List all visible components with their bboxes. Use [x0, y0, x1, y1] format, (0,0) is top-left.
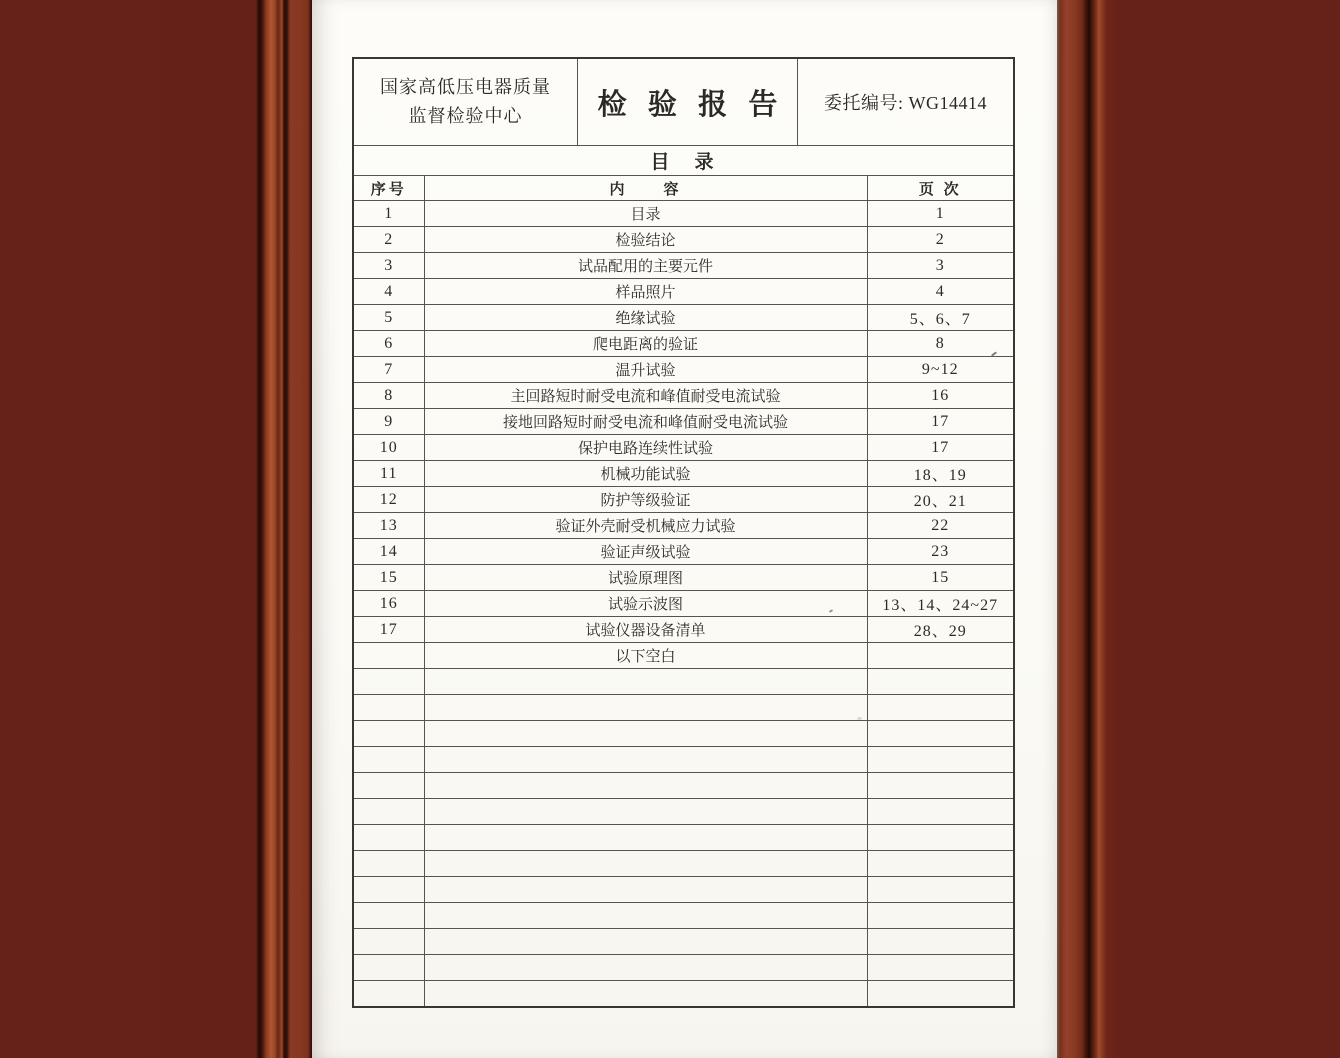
cell-no	[354, 825, 424, 851]
cell-no	[354, 721, 424, 747]
cell-content: 试验仪器设备清单	[424, 617, 867, 643]
table-row	[354, 825, 1013, 851]
table-row	[354, 799, 1013, 825]
cell-no: 13	[354, 513, 424, 539]
cell-content: 验证声级试验	[424, 539, 867, 565]
table-row	[354, 383, 1013, 409]
cell-content	[424, 773, 867, 799]
table-row	[354, 513, 1013, 539]
cell-page: 28、29	[867, 617, 1013, 643]
table-row	[354, 877, 1013, 903]
cell-page: 20、21	[867, 487, 1013, 513]
org-name-line1: 国家高低压电器质量	[380, 77, 551, 97]
cell-page	[867, 643, 1013, 669]
cell-no: 11	[354, 461, 424, 487]
report-header-row	[354, 59, 1013, 146]
table-row	[354, 591, 1013, 617]
table-row	[354, 227, 1013, 253]
cell-content: 绝缘试验	[424, 305, 867, 331]
cell-no: 7	[354, 357, 424, 383]
cell-page	[867, 799, 1013, 825]
table-row	[354, 279, 1013, 305]
cell-page: 13、14、24~27	[867, 591, 1013, 617]
table-row	[354, 643, 1013, 669]
table-row	[354, 305, 1013, 331]
cell-content	[424, 903, 867, 929]
cell-content: 试验原理图	[424, 565, 867, 591]
toc-body	[354, 201, 1013, 1007]
cell-page	[867, 825, 1013, 851]
cell-page: 1	[867, 201, 1013, 227]
cell-content: 机械功能试验	[424, 461, 867, 487]
report-table	[352, 57, 1015, 1008]
cell-content: 接地回路短时耐受电流和峰值耐受电流试验	[424, 409, 867, 435]
cell-no	[354, 643, 424, 669]
cell-no: 8	[354, 383, 424, 409]
cell-content: 检验结论	[424, 227, 867, 253]
column-header-page: 页 次	[867, 176, 1013, 201]
cell-content	[424, 747, 867, 773]
org-name	[354, 59, 578, 145]
cell-no	[354, 669, 424, 695]
cell-content	[424, 695, 867, 721]
table-row	[354, 565, 1013, 591]
cell-page: 4	[867, 279, 1013, 305]
table-row	[354, 253, 1013, 279]
org-name-line2: 监督检验中心	[408, 106, 523, 126]
table-row	[354, 721, 1013, 747]
table-row	[354, 929, 1013, 955]
cell-page: 5、6、7	[867, 305, 1013, 331]
cell-no: 15	[354, 565, 424, 591]
right-frame-border	[1057, 0, 1340, 1058]
cell-page	[867, 773, 1013, 799]
cell-page	[867, 903, 1013, 929]
cell-page: 17	[867, 409, 1013, 435]
cell-no	[354, 695, 424, 721]
cell-content: 主回路短时耐受电流和峰值耐受电流试验	[424, 383, 867, 409]
toc-table	[354, 176, 1013, 1006]
cell-page: 3	[867, 253, 1013, 279]
cell-page	[867, 929, 1013, 955]
cell-no	[354, 851, 424, 877]
table-row	[354, 435, 1013, 461]
cell-page: 16	[867, 383, 1013, 409]
cell-no: 12	[354, 487, 424, 513]
table-row	[354, 903, 1013, 929]
table-row	[354, 747, 1013, 773]
cell-page: 8	[867, 331, 1013, 357]
column-header-content: 内 容	[424, 176, 867, 201]
table-row	[354, 981, 1013, 1007]
table-row	[354, 773, 1013, 799]
cell-no: 6	[354, 331, 424, 357]
cell-no: 5	[354, 305, 424, 331]
cell-content	[424, 981, 867, 1007]
toc-title: 目 录	[354, 146, 1013, 176]
cell-page	[867, 747, 1013, 773]
cell-no: 10	[354, 435, 424, 461]
cell-no: 9	[354, 409, 424, 435]
table-row	[354, 539, 1013, 565]
cell-content: 保护电路连续性试验	[424, 435, 867, 461]
cell-content: 样品照片	[424, 279, 867, 305]
cell-page	[867, 721, 1013, 747]
cell-content: 以下空白	[424, 643, 867, 669]
cell-no: 14	[354, 539, 424, 565]
cell-no: 4	[354, 279, 424, 305]
cell-no: 2	[354, 227, 424, 253]
cell-page: 17	[867, 435, 1013, 461]
left-frame-border	[0, 0, 313, 1058]
cell-content: 验证外壳耐受机械应力试验	[424, 513, 867, 539]
cell-no	[354, 747, 424, 773]
cell-content	[424, 721, 867, 747]
table-row	[354, 331, 1013, 357]
cell-page: 23	[867, 539, 1013, 565]
cell-no	[354, 903, 424, 929]
cell-no	[354, 955, 424, 981]
cell-page: 22	[867, 513, 1013, 539]
cell-page: 18、19	[867, 461, 1013, 487]
document-page	[312, 0, 1057, 1058]
cell-content	[424, 955, 867, 981]
report-title: 检 验 报 告	[578, 59, 798, 145]
cell-page	[867, 955, 1013, 981]
cell-content: 目录	[424, 201, 867, 227]
cell-no: 1	[354, 201, 424, 227]
cell-page	[867, 877, 1013, 903]
commission-number: 委托编号: WG14414	[824, 93, 987, 113]
cell-content: 试验示波图	[424, 591, 867, 617]
cell-no	[354, 799, 424, 825]
cell-no: 16	[354, 591, 424, 617]
column-header-no: 序号	[354, 176, 424, 201]
table-row	[354, 617, 1013, 643]
cell-page: 9~12	[867, 357, 1013, 383]
cell-content: 防护等级验证	[424, 487, 867, 513]
cell-content	[424, 851, 867, 877]
cell-content: 爬电距离的验证	[424, 331, 867, 357]
cell-page	[867, 695, 1013, 721]
cell-page	[867, 851, 1013, 877]
cell-no	[354, 981, 424, 1007]
cell-content: 温升试验	[424, 357, 867, 383]
scan-speck	[857, 717, 862, 720]
cell-content	[424, 669, 867, 695]
cell-content	[424, 799, 867, 825]
table-row	[354, 201, 1013, 227]
table-row	[354, 955, 1013, 981]
table-row	[354, 357, 1013, 383]
cell-no: 17	[354, 617, 424, 643]
cell-page: 2	[867, 227, 1013, 253]
cell-page	[867, 981, 1013, 1007]
cell-no	[354, 773, 424, 799]
table-row	[354, 669, 1013, 695]
cell-page: 15	[867, 565, 1013, 591]
cell-content	[424, 825, 867, 851]
cell-no	[354, 929, 424, 955]
cell-page	[867, 669, 1013, 695]
toc-column-header-row	[354, 176, 1013, 201]
table-row	[354, 695, 1013, 721]
table-row	[354, 409, 1013, 435]
cell-content	[424, 877, 867, 903]
cell-content: 试品配用的主要元件	[424, 253, 867, 279]
table-row	[354, 487, 1013, 513]
cell-no	[354, 877, 424, 903]
cell-content	[424, 929, 867, 955]
table-row	[354, 851, 1013, 877]
table-row	[354, 461, 1013, 487]
cell-no: 3	[354, 253, 424, 279]
